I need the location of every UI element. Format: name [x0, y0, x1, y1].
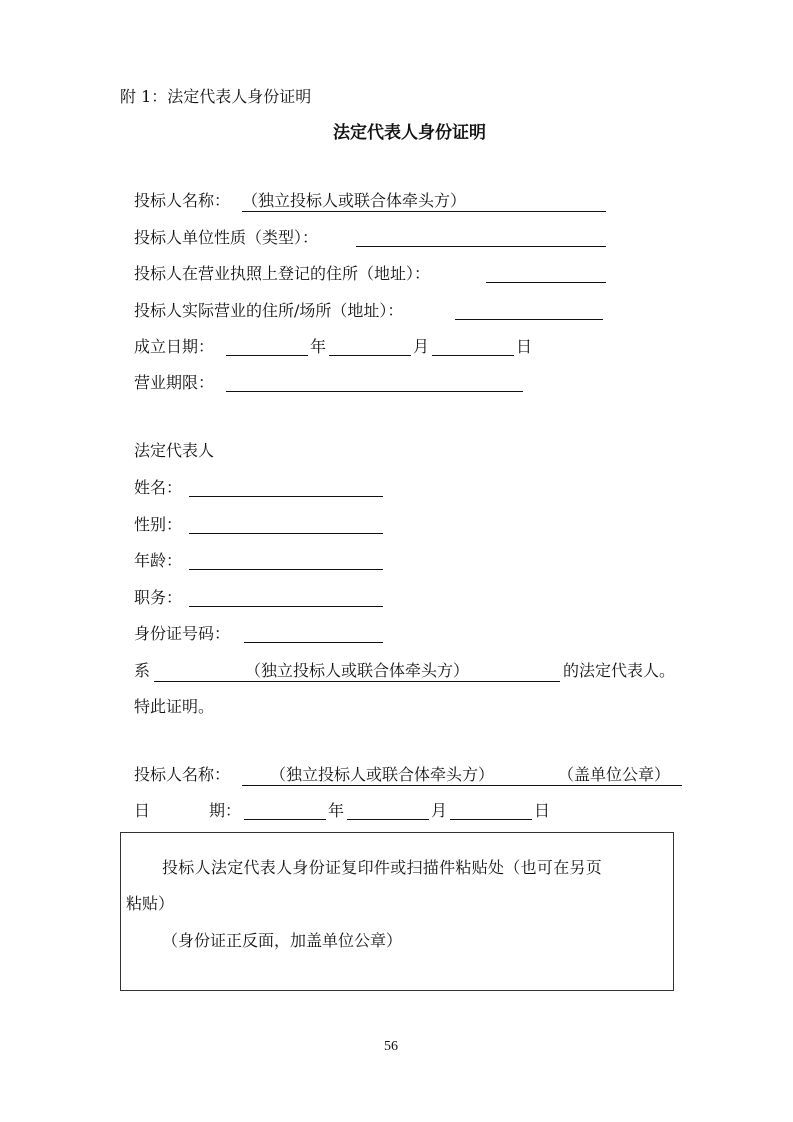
rep-gender-field[interactable] [189, 533, 383, 534]
rep-id-label: 身份证号码： [134, 624, 231, 643]
bidder-name-hint: （独立投标人或联合体牵头方） [242, 191, 467, 210]
sign-year-field[interactable] [244, 819, 326, 820]
rep-gender-label: 性别： [134, 515, 183, 534]
id-box-line-2: 粘贴） [126, 894, 175, 913]
legal-rep-heading: 法定代表人 [134, 441, 215, 460]
document-title: 法定代表人身份证明 [333, 123, 486, 143]
bidder-nature-field[interactable] [356, 246, 606, 247]
seal-hint: （盖单位公章） [558, 765, 671, 784]
bidder-name-label: 投标人名称： [134, 191, 231, 210]
actual-address-label: 投标人实际营业的住所/场所（地址）： [134, 301, 404, 320]
business-term-field[interactable] [226, 391, 523, 392]
bidder-name-field[interactable] [242, 191, 606, 212]
sign-day-field[interactable] [450, 819, 532, 820]
rep-id-field[interactable] [244, 642, 383, 643]
rep-name-label: 姓名： [134, 478, 183, 497]
sign-date-label-1: 日 [134, 801, 151, 820]
sign-bidder-name-label: 投标人名称： [134, 765, 231, 784]
sign-bidder-name-field[interactable] [242, 765, 682, 786]
actual-address-field[interactable] [455, 319, 603, 320]
sign-date-label-2: 期： [209, 801, 242, 820]
page-number: 56 [384, 1039, 398, 1054]
rep-age-field[interactable] [189, 569, 383, 570]
registered-address-label: 投标人在营业执照上登记的住所（地址）： [134, 264, 431, 283]
establish-year-label: 年 [310, 337, 327, 356]
sign-name-hint: （独立投标人或联合体牵头方） [270, 765, 495, 784]
rep-position-field[interactable] [189, 606, 383, 607]
relation-prefix: 系 [134, 661, 151, 680]
bidder-nature-label: 投标人单位性质（类型）： [134, 228, 319, 247]
business-term-label: 营业期限： [134, 373, 215, 392]
establish-month-label: 月 [413, 337, 430, 356]
certify-text: 特此证明。 [134, 697, 215, 716]
id-box-line-3: （身份证正反面，加盖单位公章） [162, 931, 403, 950]
rep-age-label: 年龄： [134, 551, 183, 570]
relation-hint: （独立投标人或联合体牵头方） [244, 661, 469, 680]
id-box-line-1: 投标人法定代表人身份证复印件或扫描件粘贴处（也可在另页 [162, 858, 603, 877]
sign-year-label: 年 [328, 801, 345, 820]
sign-month-label: 月 [431, 801, 448, 820]
relation-field[interactable] [154, 661, 560, 682]
establish-day-label: 日 [516, 337, 533, 356]
rep-name-field[interactable] [189, 496, 383, 497]
sign-day-label: 日 [534, 801, 551, 820]
establish-month-field[interactable] [329, 355, 411, 356]
sign-month-field[interactable] [347, 819, 429, 820]
relation-suffix: 的法定代表人。 [563, 661, 676, 680]
establish-date-label: 成立日期： [134, 337, 215, 356]
id-copy-box[interactable] [120, 832, 674, 991]
registered-address-field[interactable] [486, 282, 606, 283]
establish-year-field[interactable] [226, 355, 308, 356]
establish-day-field[interactable] [432, 355, 514, 356]
attachment-label: 附 1：法定代表人身份证明 [120, 87, 312, 106]
rep-position-label: 职务： [134, 588, 183, 607]
